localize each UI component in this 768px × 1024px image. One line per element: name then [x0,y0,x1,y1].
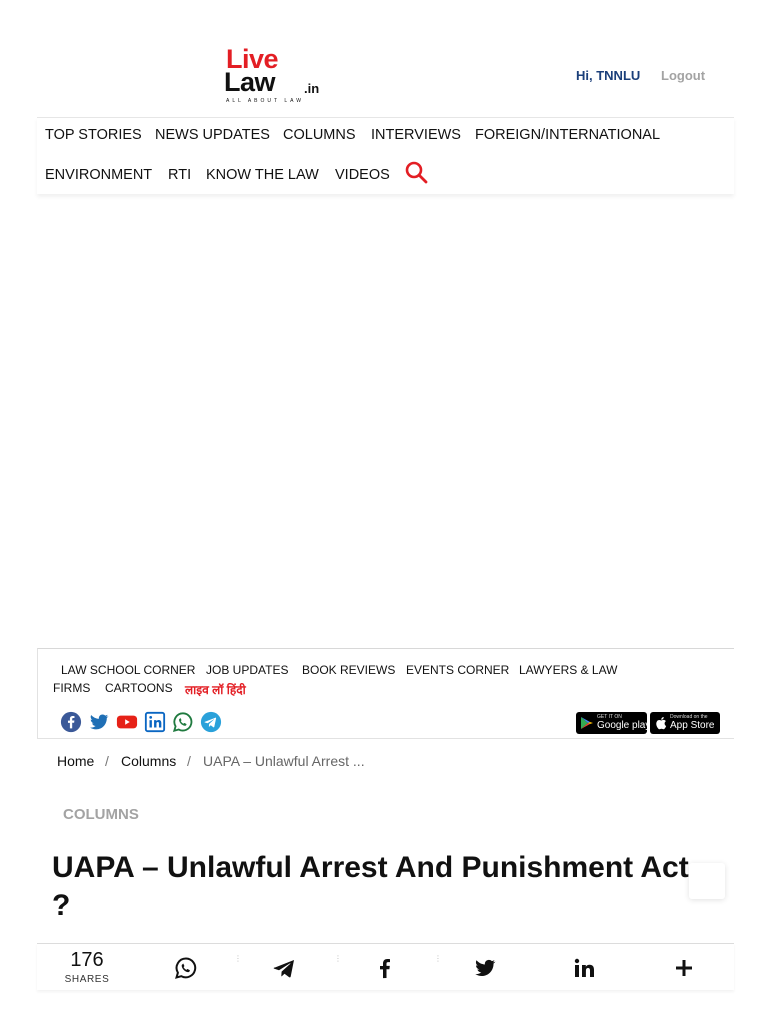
divider: ⋮ [334,954,342,963]
whatsapp-icon[interactable] [172,711,194,733]
user-greeting[interactable]: Hi, TNNLU [576,68,641,83]
share-telegram-button[interactable] [235,944,335,991]
sub-firms[interactable]: FIRMS [53,681,91,695]
nav-news-updates[interactable]: NEWS UPDATES [155,127,270,143]
linkedin-icon[interactable] [144,711,166,733]
share-label: SHARES [64,974,110,985]
nav-interviews[interactable]: INTERVIEWS [371,127,461,143]
sub-law-school-corner[interactable]: LAW SCHOOL CORNER [61,663,196,677]
facebook-icon [373,956,397,980]
twitter-icon [473,956,497,980]
share-count: 176 [70,949,104,971]
plus-icon [672,956,696,980]
telegram-icon [273,956,297,980]
secondary-menu [37,648,734,739]
sub-hindi-link[interactable]: लाइव लॉ हिंदी [185,683,246,697]
share-whatsapp-button[interactable] [136,944,236,991]
sub-lawyers-law[interactable]: LAWYERS & LAW [519,663,618,677]
logo-tagline: ALL ABOUT LAW [226,98,304,104]
search-icon[interactable] [404,160,428,184]
floating-button[interactable] [689,863,725,899]
apple-icon [655,716,667,730]
linkedin-icon [572,956,596,980]
logo-line2: Law [224,67,276,97]
logout-link[interactable]: Logout [661,68,706,83]
twitter-icon[interactable] [88,711,110,733]
nav-columns[interactable]: COLUMNS [283,127,356,143]
share-bar [37,943,734,990]
logo-suffix: .in [304,81,320,96]
facebook-icon[interactable] [60,711,82,733]
main-nav [37,117,734,194]
share-more-button[interactable] [634,944,734,991]
app-store-badge[interactable]: Download on the App Store [650,712,720,734]
ad-space [37,200,734,640]
nav-top-stories[interactable]: TOP STORIES [45,127,142,143]
breadcrumb-columns[interactable]: Columns [121,753,177,769]
article-category[interactable]: COLUMNS [63,806,139,823]
logo-line1: Live [226,44,279,74]
divider: ⋮ [434,954,442,963]
share-facebook-button[interactable] [335,944,435,991]
sub-book-reviews[interactable]: BOOK REVIEWS [302,663,396,677]
google-play-icon [580,716,594,730]
sub-cartoons[interactable]: CARTOONS [105,681,173,695]
nav-environment[interactable]: ENVIRONMENT [45,167,153,183]
breadcrumb-current: UAPA – Unlawful Arrest ... [203,753,365,769]
nav-rti[interactable]: RTI [168,167,192,183]
breadcrumb-separator: / [105,753,109,769]
nav-videos[interactable]: VIDEOS [335,167,390,183]
divider: ⋮ [234,954,242,963]
nav-foreign-international[interactable]: FOREIGN/INTERNATIONAL [475,127,661,143]
youtube-icon[interactable] [116,711,138,733]
share-twitter-button[interactable] [435,944,535,991]
sub-events-corner[interactable]: EVENTS CORNER [406,663,510,677]
share-linkedin-button[interactable] [534,944,634,991]
sub-job-updates[interactable]: JOB UPDATES [206,663,289,677]
google-play-badge[interactable]: GET IT ON Google play [576,712,647,734]
whatsapp-icon [174,956,198,980]
breadcrumb-separator: / [187,753,191,769]
nav-know-the-law[interactable]: KNOW THE LAW [206,167,319,183]
article-title: UAPA – Unlawful Arrest And Punishment Act ? [52,851,689,922]
livelaw-logo[interactable] [224,46,324,104]
telegram-icon[interactable] [200,711,222,733]
breadcrumb-home[interactable]: Home [57,753,95,769]
